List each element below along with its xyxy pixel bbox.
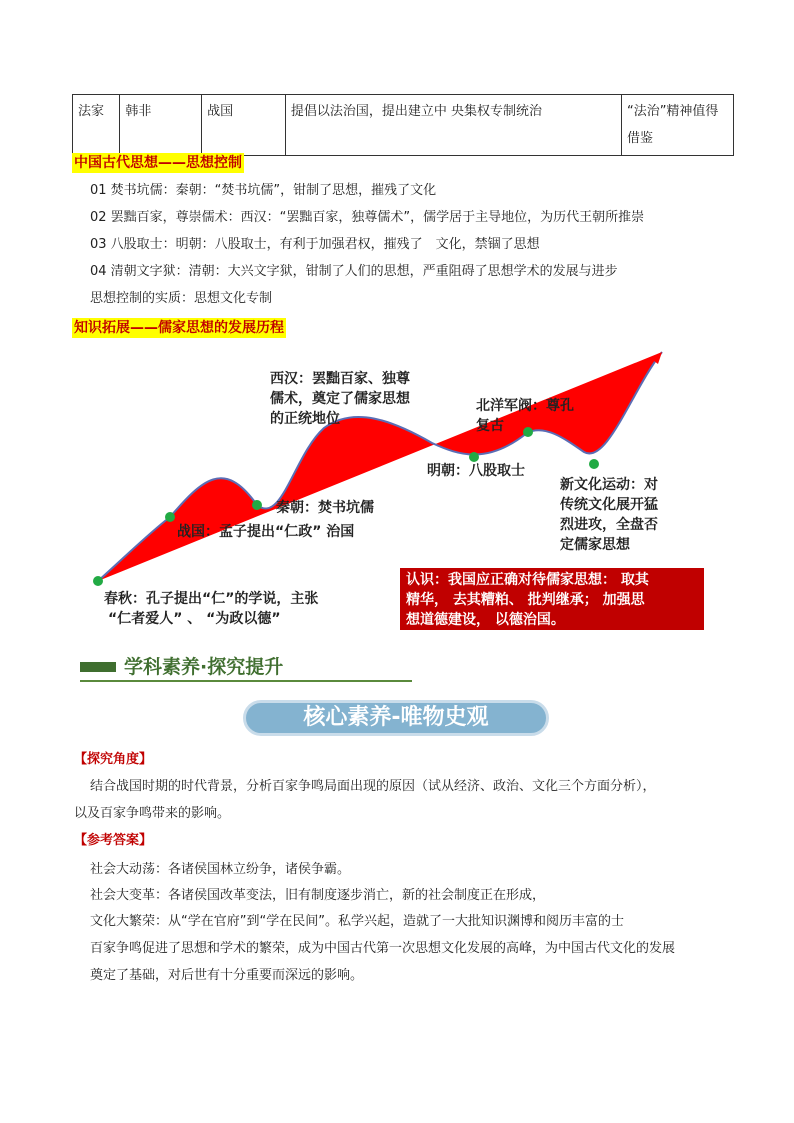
insight-line: 精华， 去其糟粕、 批判继承； 加强思 xyxy=(406,592,645,608)
label-line: 春秋：孔子提出“仁”的学说，主张 xyxy=(104,591,319,607)
label-line: 定儒家思想 xyxy=(560,537,630,553)
answer-line: 奠定了基础，对后世有十分重要而深远的影响。 xyxy=(90,968,364,983)
school-table xyxy=(72,94,734,156)
label-line: “仁者爱人” 、 “为政以德” xyxy=(108,611,281,627)
label-line: 复古 xyxy=(476,418,504,434)
label-mingchao: 明朝：八股取士 xyxy=(427,463,525,479)
explore-line: 以及百家争鸣带来的影响。 xyxy=(74,806,231,821)
answer-tag: 【参考答案】 xyxy=(74,833,153,848)
label-xihan xyxy=(270,369,410,429)
table-cell-idea: 提倡以法治国，提出建立中 央集权专制统治 xyxy=(285,95,621,156)
label-zhanguo: 战国：孟子提出“仁政” 治国 xyxy=(177,524,355,540)
table-row xyxy=(73,95,734,156)
label-beiyang xyxy=(476,396,574,436)
answer-line: 社会大动荡：各诸侯国林立纷争，诸侯争霸。 xyxy=(90,862,351,877)
label-line: 的正统地位 xyxy=(270,411,340,427)
list-item: 01 焚书坑儒：秦朝：“焚书坑儒”，钳制了思想，摧残了文化 xyxy=(90,183,437,198)
confucian-heading: 知识拓展——儒家思想的发展历程 xyxy=(74,320,284,336)
table-cell-school: 法家 xyxy=(73,95,120,156)
table-cell-person: 韩非 xyxy=(120,95,202,156)
list-item: 02 罢黜百家，尊崇儒术：西汉：“罢黜百家，独尊儒术”，儒学居于主导地位，为历代王朝所推崇 xyxy=(90,210,645,225)
label-chunqiu xyxy=(104,589,318,629)
list-item: 03 八股取士：明朝：八股取士，有利于加强君权，摧残了 文化，禁锢了思想 xyxy=(90,237,540,252)
point-qinchao xyxy=(252,500,262,510)
label-xinwenhua xyxy=(560,475,658,555)
insight-line: 想道德建设， 以德治国。 xyxy=(406,612,565,628)
answer-line: 文化大繁荣：从“学在官府”到“学在民间”。私学兴起，造就了一大批知识渊博和阅历丰富的士 xyxy=(90,914,624,929)
explore-tag: 【探究角度】 xyxy=(74,752,153,767)
point-xinwenhua xyxy=(589,459,599,469)
thought-control-heading: 中国古代思想——思想控制 xyxy=(74,155,242,171)
label-line: 西汉：罢黜百家、独尊 xyxy=(270,371,410,387)
point-zhanguo xyxy=(165,512,175,522)
core-literacy-pill: 核心素养-唯物史观 xyxy=(243,700,549,736)
list-item: 04 清朝文字狱：清朝：大兴文字狱，钳制了人们的思想，严重阻碍了思想学术的发展与进步 xyxy=(90,264,618,279)
label-line: 新文化运动：对 xyxy=(560,477,658,493)
answer-line: 社会大变革：各诸侯国改革变法，旧有制度逐步消亡，新的社会制度正在形成， xyxy=(90,888,546,903)
table-cell-era: 战国 xyxy=(202,95,286,156)
label-qinchao: 秦朝：焚书坑儒 xyxy=(276,500,374,516)
label-line: 儒术，奠定了儒家思想 xyxy=(270,391,410,407)
section-title xyxy=(80,650,412,682)
answer-line: 百家争鸣促进了思想和学术的繁荣，成为中国古代第一次思想文化发展的高峰，为中国古代文化的发展 xyxy=(90,941,676,956)
label-line: 烈进攻，全盘否 xyxy=(560,517,658,533)
insight-line: 认识：我国应正确对待儒家思想： 取其 xyxy=(406,572,649,588)
label-line: 传统文化展开猛 xyxy=(560,497,658,513)
label-line: 北洋军阀：尊孔 xyxy=(476,398,574,414)
table-cell-evaluation: “法治”精神值得借鉴 xyxy=(621,95,733,156)
point-chunqiu xyxy=(93,576,103,586)
section-bar-icon xyxy=(80,662,116,672)
list-item: 思想控制的实质：思想文化专制 xyxy=(90,291,273,306)
section-title-text: 学科素养·探究提升 xyxy=(124,656,284,678)
explore-line: 结合战国时期的时代背景，分析百家争鸣局面出现的原因（试从经济、政治、文化三个方面分析）， xyxy=(90,779,656,794)
insight-box xyxy=(400,568,704,630)
